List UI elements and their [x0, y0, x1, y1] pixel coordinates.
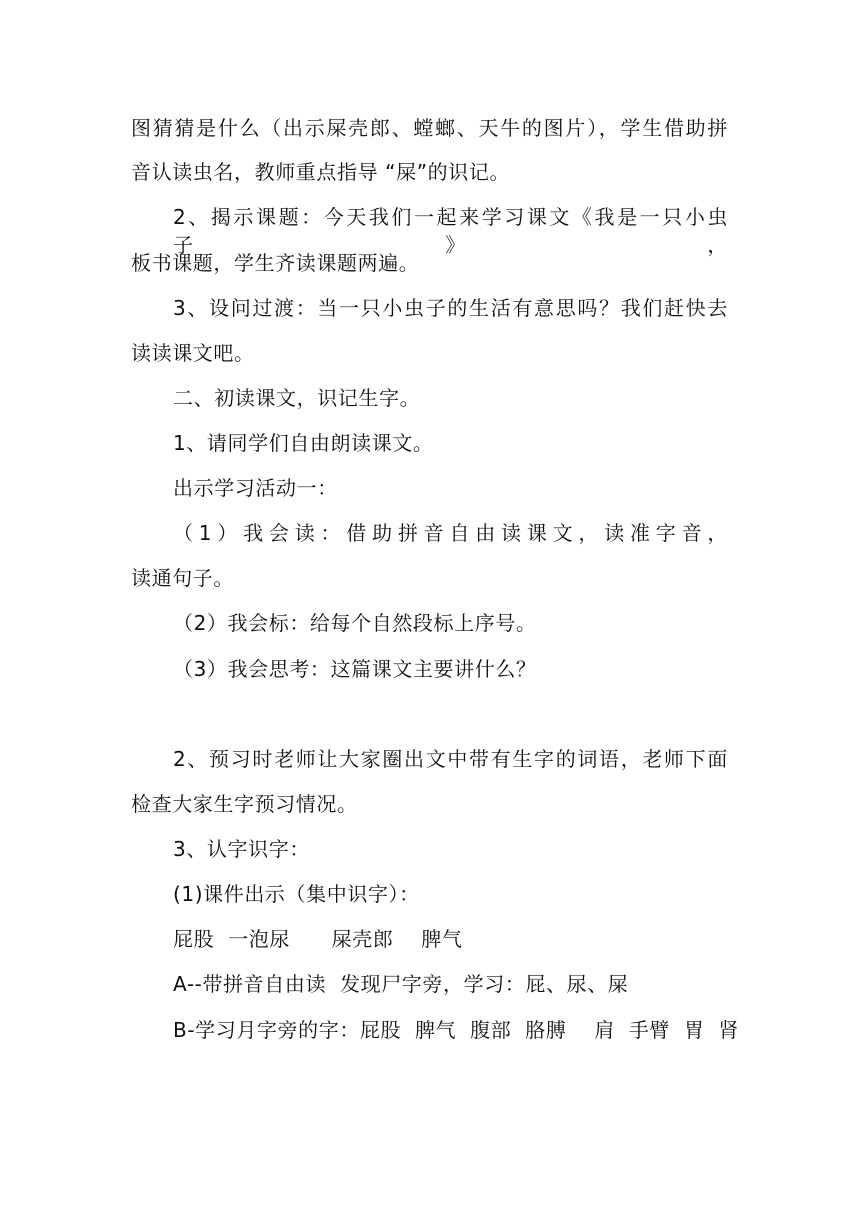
paragraph-line: 2、预习时老师让大家圈出文中带有生字的词语，老师下面	[173, 747, 728, 771]
paragraph-line: 音认读虫名，教师重点指导 “屎”的识记。	[131, 160, 511, 184]
paragraph-line: A--带拼音自由读 发现尸字旁，学习：屁、尿、屎	[173, 972, 629, 996]
section-heading: 二、初读课文，识记生字。	[173, 386, 421, 410]
paragraph-line: 板书课题，学生齐读课题两遍。	[131, 251, 420, 275]
paragraph-line: 读读课文吧。	[131, 341, 255, 365]
list-item-continuation: 读通句子。	[131, 566, 234, 590]
paragraph-line: 检查大家生字预习情况。	[131, 792, 358, 816]
list-item: （2）我会标：给每个自然段标上序号。	[173, 611, 537, 635]
paragraph-line: (1)课件出示（集中识字）：	[173, 882, 420, 906]
paragraph-line: 2、揭示课题：今天我们一起来学习课文《我是一只小虫子》，	[173, 205, 728, 257]
word-list: 屁股 一泡尿 屎壳郎 脾气	[173, 927, 463, 951]
paragraph-line: 3、认字识字：	[173, 837, 310, 861]
paragraph-line: B-学习月字旁的字：屁股 脾气 腹部 胳膊 肩 手臂 胃 肾	[173, 1018, 740, 1042]
paragraph-line: 1、请同学们自由朗读课文。	[173, 431, 434, 455]
paragraph-line: 出示学习活动一：	[173, 476, 338, 500]
list-item: （1）我会读：借助拼音自由读课文，读准字音，	[173, 521, 728, 545]
paragraph-line: 3、设问过渡：当一只小虫子的生活有意思吗？我们赶快去	[173, 296, 728, 320]
paragraph-line: 图猜猜是什么（出示屎壳郎、螳螂、天牛的图片），学生借助拼	[131, 116, 728, 140]
list-item: （3）我会思考：这篇课文主要讲什么？	[173, 657, 537, 681]
